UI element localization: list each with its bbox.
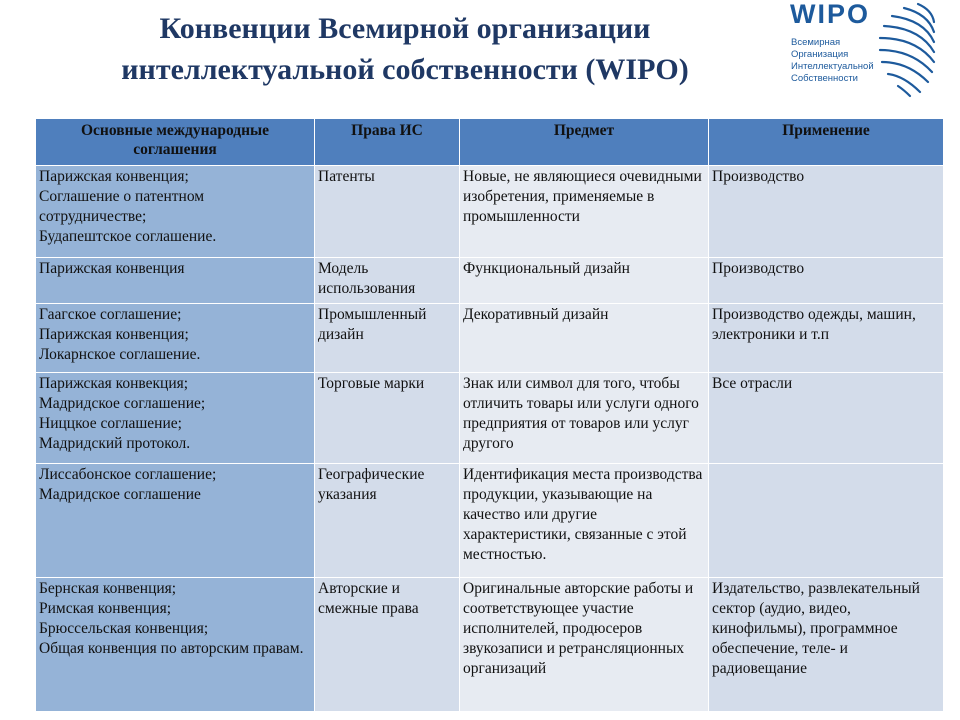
agreement-item: Бернская конвенция; [39,580,177,597]
header-subject: Предмет [460,119,709,166]
subject-cell: Функциональный дизайн [460,258,709,304]
agreement-item: Парижская конвенция [39,260,185,277]
agreement-item: Парижская конвенция; [39,168,189,185]
subject-cell: Идентификация места производства продукции, указывающие на качество или другие характеристики, связанные с этой местностью. [460,464,709,578]
agreement-item: Парижская конвекция; [39,375,189,392]
rights-cell: Географические указания [315,464,460,578]
table-row [36,578,944,712]
agreement-item: Локарнское соглашение. [39,346,201,363]
agreement-item: Общая конвенция по авторским правам. [39,640,304,657]
application-cell: Производство [709,258,944,304]
subject-cell: Оригинальные авторские работы и соответствующее участие исполнителей, продюсеров звукозаписи и ретрансляционных организаций [460,578,709,712]
agreement-item: Римская конвенция; [39,600,171,617]
rights-cell: Торговые марки [315,373,460,464]
rights-cell: Патенты [315,166,460,258]
agreement-item: Мадридское соглашение; [39,395,206,412]
agreements-cell [36,373,315,464]
logo-caption [791,37,891,85]
logo-caption-line: Интеллектуальной [791,61,874,72]
logo-caption-line: Собственности [791,73,858,84]
application-cell: Издательство, развлекательный сектор (аудио, видео, кинофильмы), программное обеспечение, теле- и радиовещание [709,578,944,712]
application-cell: Производство одежды, машин, электроники и т.п [709,304,944,373]
agreements-cell [36,166,315,258]
table-row [36,464,944,578]
rights-cell: Модель использования [315,258,460,304]
application-cell: Производство [709,166,944,258]
agreement-item: Ниццкое соглашение; [39,415,182,432]
agreement-item: Мадридский протокол. [39,435,191,452]
header-rights: Права ИС [315,119,460,166]
title-line-1: Конвенции Всемирной организации [159,12,651,45]
agreements-cell [36,578,315,712]
table-row [36,166,944,258]
agreements-cell [36,304,315,373]
agreements-cell [36,258,315,304]
table-row [36,304,944,373]
wipo-logo [786,0,938,98]
agreements-cell [36,464,315,578]
table-row [36,258,944,304]
application-cell [709,464,944,578]
rights-cell: Авторские и смежные права [315,578,460,712]
agreement-item: Будапештское соглашение. [39,228,217,245]
agreement-item: Брюссельская конвенция; [39,620,209,637]
logo-caption-line: Всемирная [791,37,841,48]
subject-cell: Знак или символ для того, чтобы отличить товары или услуги одного предприятия от товаров или услуг другого [460,373,709,464]
agreement-item: Соглашение о патентном сотрудничестве; [39,188,205,225]
logo-wordmark: WIPO [790,0,870,29]
table-header-row [36,119,944,166]
subject-cell: Новые, не являющиеся очевидными изобретения, применяемые в промышленности [460,166,709,258]
table-row [36,373,944,464]
header-application: Применение [709,119,944,166]
header-agreements: Основные международные соглашения [36,119,315,166]
agreement-item: Парижская конвенция; [39,326,189,343]
application-cell: Все отрасли [709,373,944,464]
title-line-2: интеллектуальной собственности (WIPO) [121,53,689,86]
subject-cell: Декоративный дизайн [460,304,709,373]
conventions-table [35,118,944,712]
agreement-item: Гаагское соглашение; [39,306,182,323]
agreement-item: Лиссабонское соглашение; [39,466,217,483]
logo-caption-line: Организация [791,49,849,60]
page-title [60,8,750,90]
wipo-globe-icon [878,0,936,98]
rights-cell: Промышленный дизайн [315,304,460,373]
agreement-item: Мадридское соглашение [39,486,201,503]
